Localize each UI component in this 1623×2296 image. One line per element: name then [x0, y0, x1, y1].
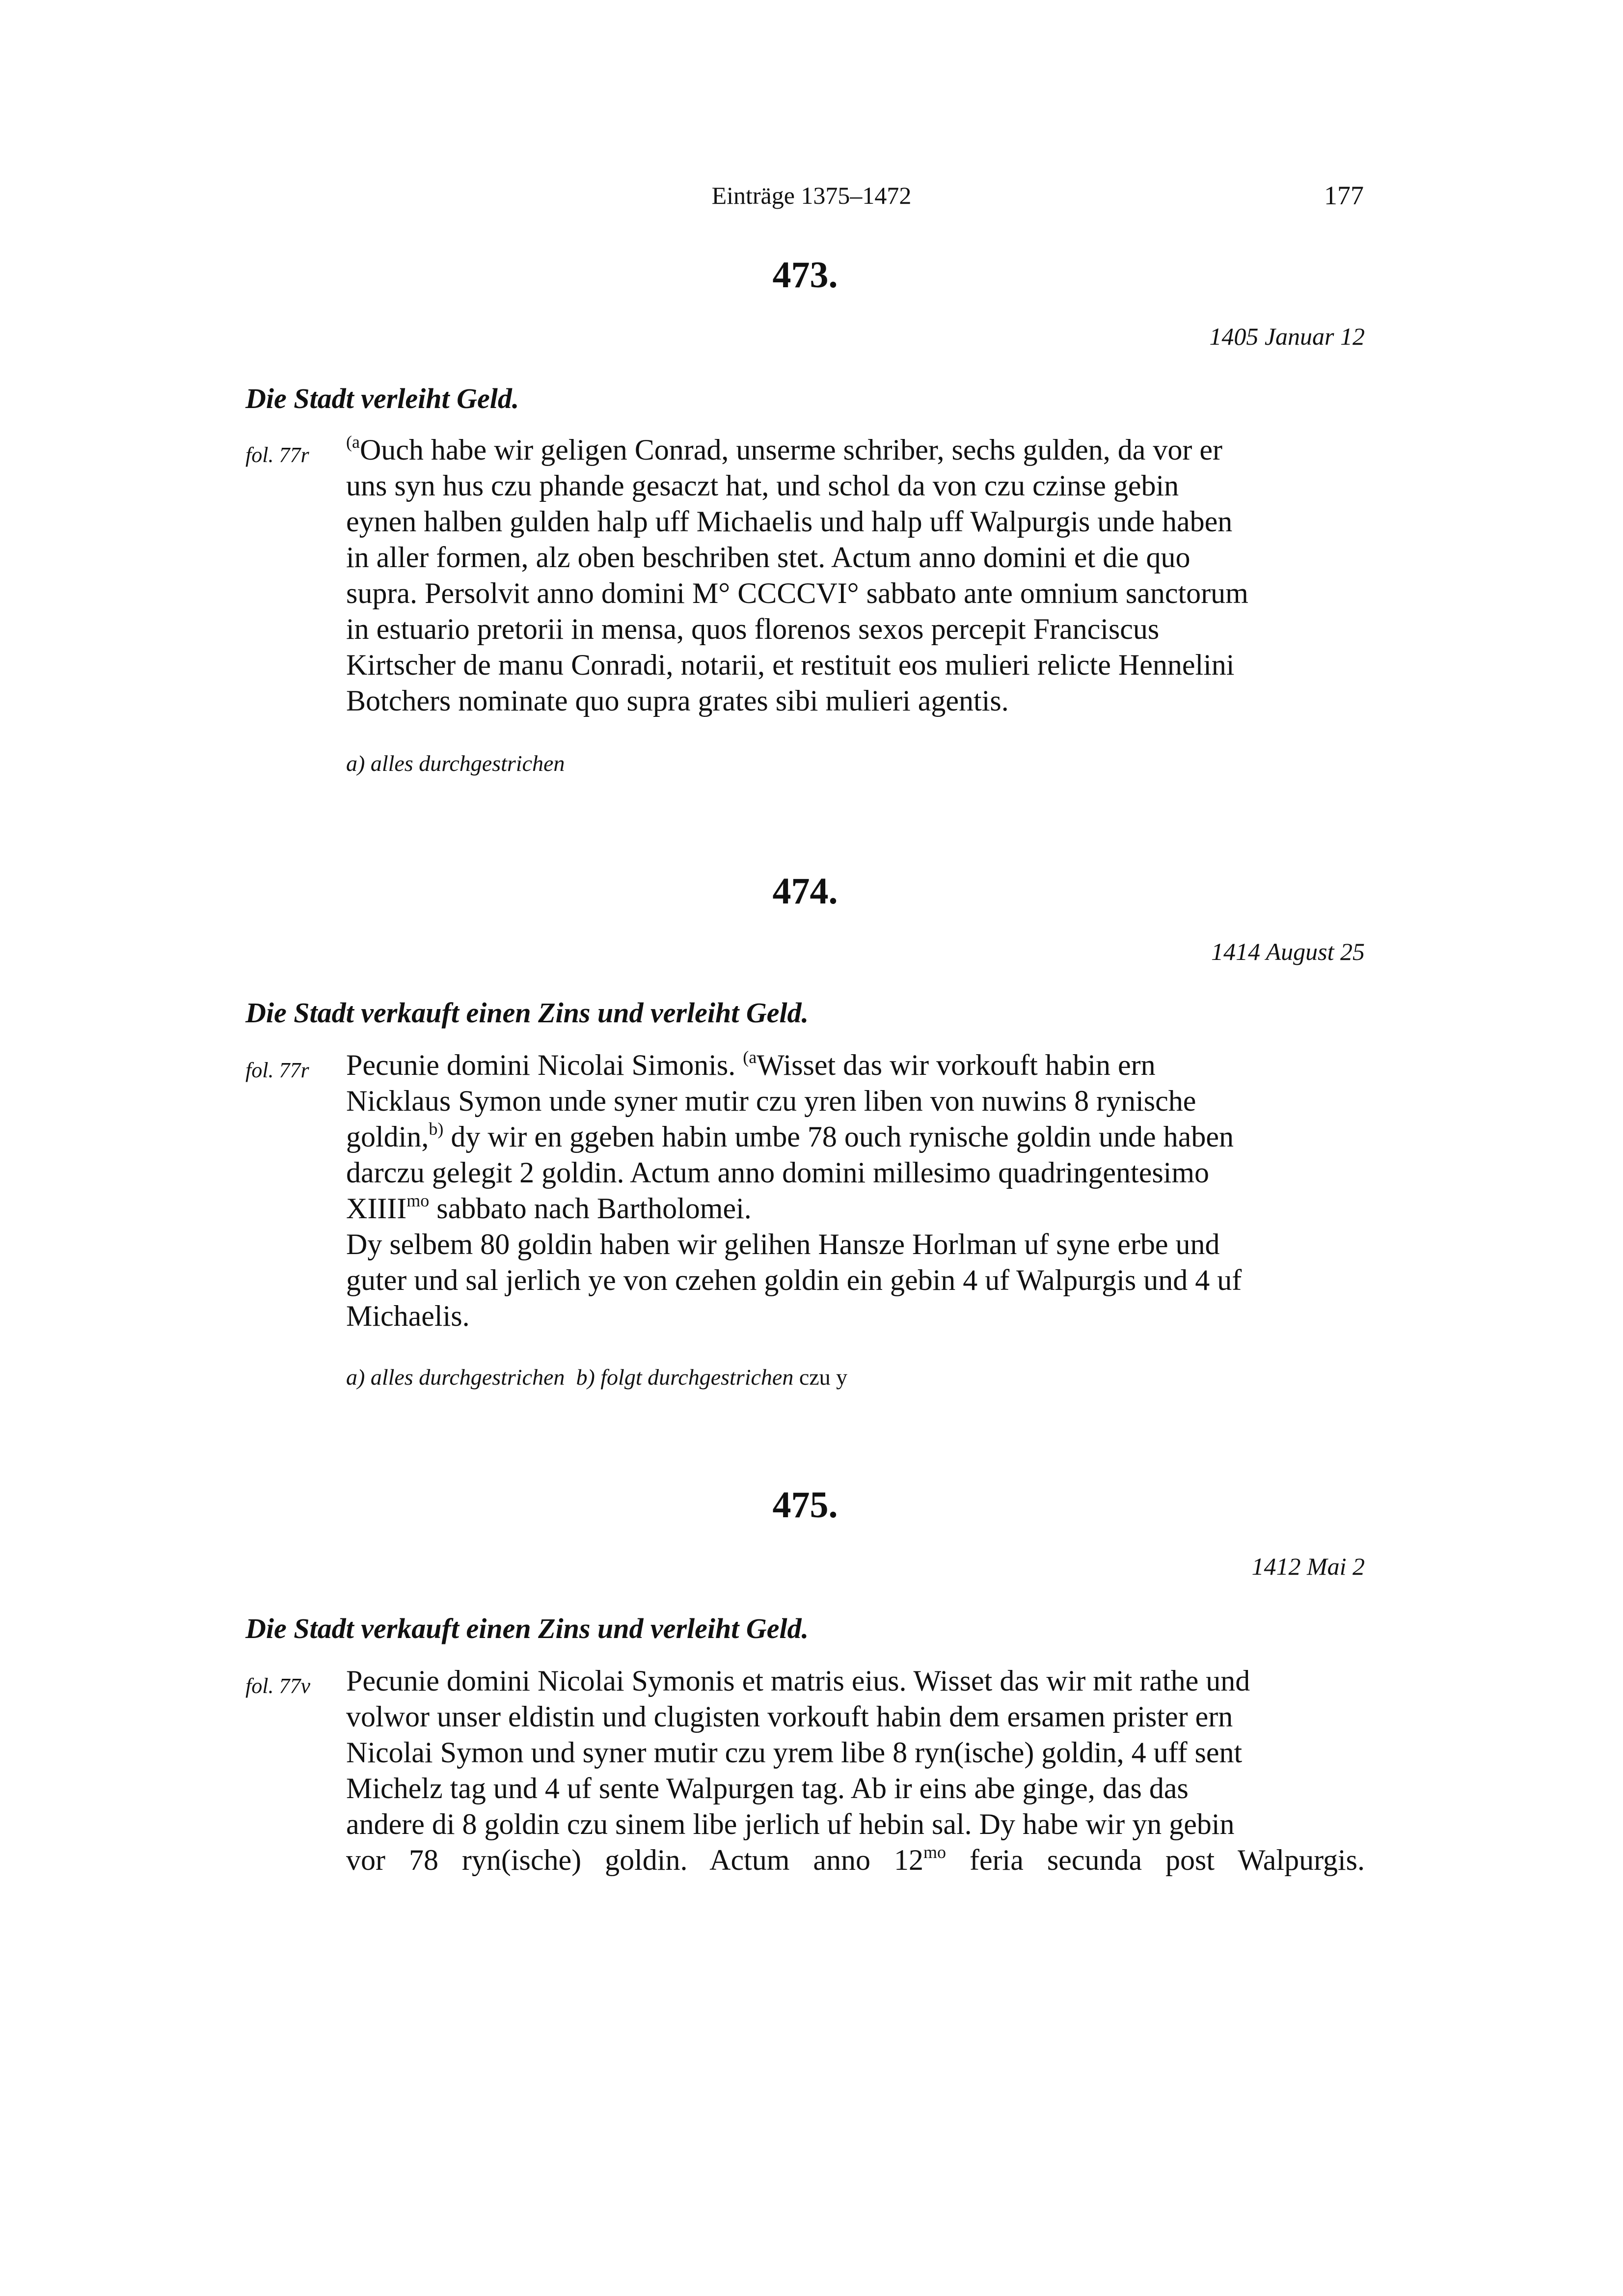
- text-line: uns syn hus czu phande gesaczt hat, und schol da von czu czinse gebin: [346, 469, 1179, 502]
- text-line: andere di 8 goldin czu sinem libe jerlich uf hebin sal. Dy habe wir yn gebin: [346, 1808, 1235, 1840]
- entry-473: [245, 250, 1365, 791]
- text-segment: Wisset das wir vorkouft habin ern: [757, 1049, 1156, 1081]
- superscript: mo: [406, 1191, 430, 1210]
- text-line: darczu gelegit 2 goldin. Actum anno domini millesimo quadringentesimo: [346, 1156, 1210, 1189]
- entry-date: 1414 August 25: [1211, 938, 1365, 965]
- footnote-b: b) folgt durchgestrichen: [576, 1365, 794, 1390]
- footnote-b-text: czu y: [799, 1365, 848, 1390]
- entry-date: 1412 Mai 2: [1251, 1553, 1365, 1580]
- entry-number: 474.: [772, 871, 838, 912]
- entry-heading: Die Stadt verleiht Geld.: [245, 383, 519, 414]
- entry-text: [346, 1663, 1365, 1878]
- entry-text: [346, 1047, 1365, 1334]
- footnote-a: a) alles durchgestrichen: [346, 1365, 565, 1390]
- folio-reference: fol. 77r: [245, 443, 309, 467]
- footnote-marker: b): [429, 1119, 444, 1139]
- superscript: mo: [923, 1842, 946, 1862]
- text-line: [346, 1047, 1365, 1083]
- text-segment: dy wir en ggeben habin umbe 78 ouch rynische goldin unde haben: [451, 1121, 1234, 1153]
- text-line: Michaelis.: [346, 1300, 470, 1332]
- text-segment: goldin,: [346, 1121, 429, 1153]
- footnote-marker: (a: [346, 432, 360, 452]
- text-line: Ouch habe wir geligen Conrad, unserme schriber, sechs gulden, da vor er: [359, 434, 1222, 466]
- text-segment: XIIII: [346, 1192, 407, 1225]
- footnote-marker: (a: [743, 1047, 757, 1067]
- text-line: [346, 1842, 1365, 1878]
- text-line: Dy selbem 80 goldin haben wir gelihen Hansze Horlman uf syne erbe und: [346, 1228, 1220, 1260]
- entry-475: [245, 1480, 1365, 1947]
- text-line: [346, 1191, 1365, 1227]
- text-line: volwor unser eldistin und clugisten vorkouft habin dem ersamen prister ern: [346, 1700, 1233, 1733]
- page-number: 177: [1324, 181, 1364, 210]
- entry-number: 475.: [772, 1484, 838, 1526]
- text-line: Kirtscher de manu Conradi, notarii, et restituit eos mulieri relicte Hennelini: [346, 649, 1235, 681]
- entry-text: [346, 432, 1365, 719]
- entry-date: 1405 Januar 12: [1209, 323, 1365, 350]
- footnotes: [346, 1360, 1365, 1394]
- text-line: Pecunie domini Nicolai Symonis et matris eius. Wisset das wir mit rathe und: [346, 1665, 1250, 1697]
- text-line: supra. Persolvit anno domini M° CCCCVI° sabbato ante omnium sanctorum: [346, 577, 1248, 609]
- footnote-a: a) alles durchgestrichen: [346, 751, 565, 776]
- text-line: [346, 432, 1365, 468]
- text-segment: sabbato nach Bartholomei.: [436, 1192, 752, 1225]
- text-line: Botchers nominate quo supra grates sibi mulieri agentis.: [346, 684, 1009, 717]
- entry-474: [245, 867, 1365, 1407]
- entry-heading: Die Stadt verkauft einen Zins und verleiht Geld.: [245, 1613, 809, 1644]
- text-segment: Pecunie domini Nicolai Simonis.: [346, 1049, 736, 1081]
- folio-reference: fol. 77v: [245, 1674, 310, 1698]
- text-line: Nicklaus Symon unde syner mutir czu yren liben von nuwins 8 rynische: [346, 1085, 1196, 1117]
- footnotes: [346, 746, 1365, 781]
- text-line: Nicolai Symon und syner mutir czu yrem libe 8 ryn(ische) goldin, 4 uff sent: [346, 1736, 1243, 1769]
- text-segment: vor 78 ryn(ische) goldin. Actum anno 12: [346, 1844, 923, 1876]
- text-line: in estuario pretorii in mensa, quos florenos sexos percepit Franciscus: [346, 613, 1160, 645]
- text-line: [346, 1119, 1365, 1155]
- text-segment: feria secunda post Walpurgis.: [969, 1844, 1365, 1876]
- text-line: in aller formen, alz oben beschriben stet. Actum anno domini et die quo: [346, 541, 1190, 574]
- entry-number: 473.: [772, 254, 838, 296]
- running-head-title: Einträge 1375–1472: [711, 182, 912, 209]
- text-line: Michelz tag und 4 uf sente Walpurgen tag. Ab ir eins abe ginge, das das: [346, 1772, 1189, 1804]
- folio-reference: fol. 77r: [245, 1058, 309, 1082]
- text-line: eynen halben gulden halp uff Michaelis und halp uff Walpurgis unde haben: [346, 505, 1233, 538]
- running-head: [0, 176, 1623, 215]
- text-line: guter und sal jerlich ye von czehen goldin ein gebin 4 uf Walpurgis und 4 uf: [346, 1264, 1242, 1296]
- entry-heading: Die Stadt verkauft einen Zins und verleiht Geld.: [245, 997, 809, 1029]
